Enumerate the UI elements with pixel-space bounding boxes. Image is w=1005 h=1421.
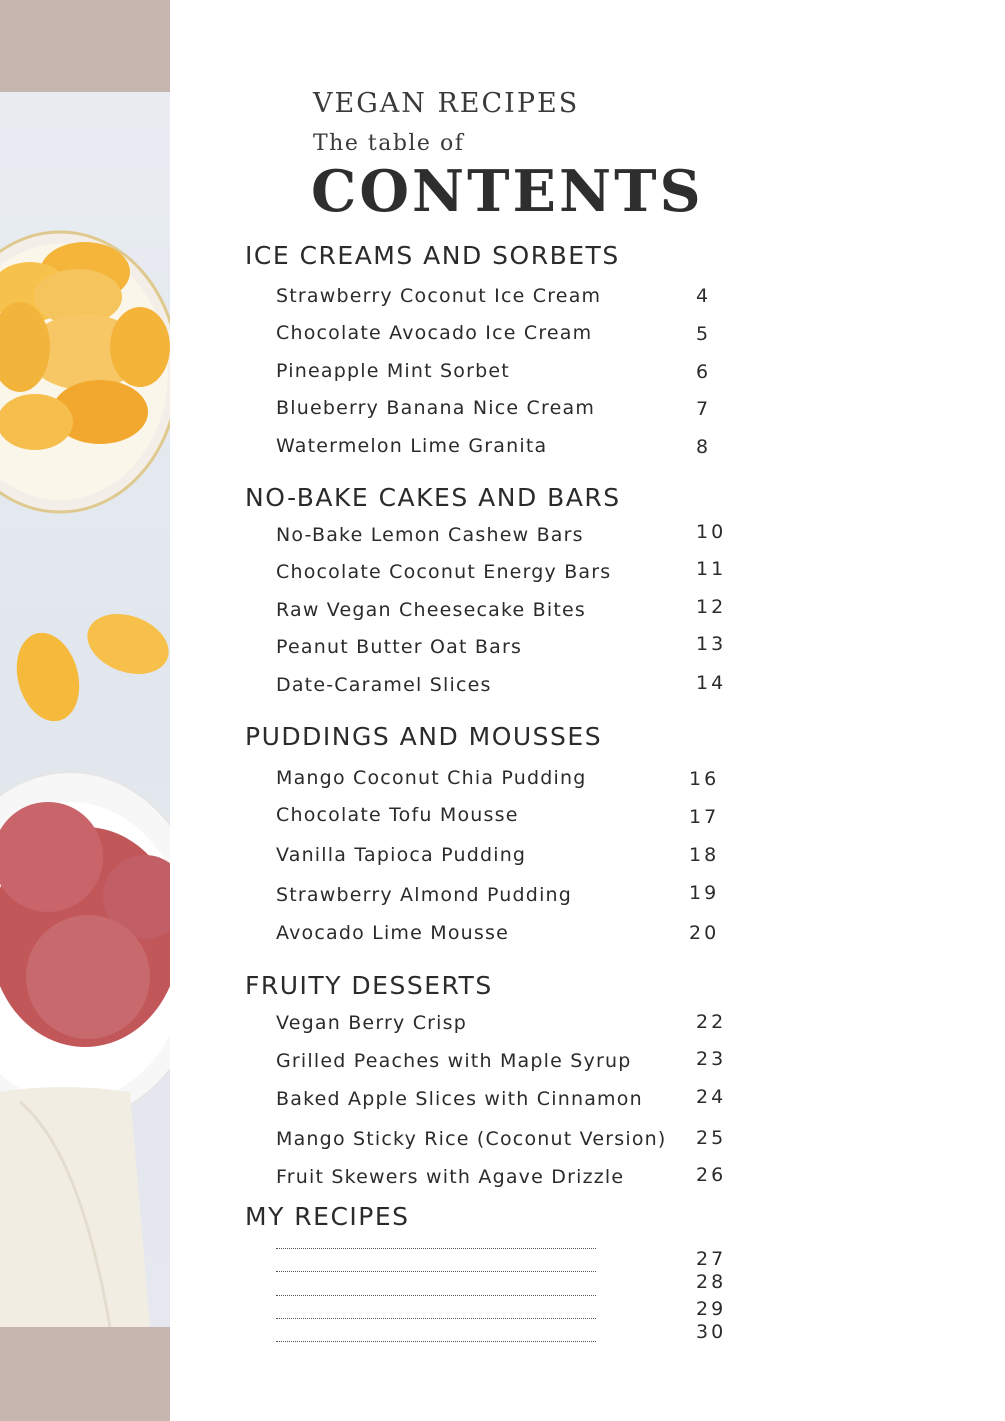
toc-item: No-Bake Lemon Cashew Bars — [276, 524, 584, 546]
toc-page-number: 26 — [696, 1164, 727, 1186]
toc-item: Chocolate Tofu Mousse — [276, 804, 519, 826]
toc-item: Chocolate Coconut Energy Bars — [276, 561, 612, 583]
toc-page-number: 19 — [689, 882, 720, 904]
toc-item: Strawberry Coconut Ice Cream — [276, 285, 602, 307]
toc-page-number: 30 — [696, 1321, 727, 1343]
toc-item: Grilled Peaches with Maple Syrup — [276, 1050, 632, 1072]
accent-band-top — [0, 0, 170, 92]
toc-page-number: 13 — [696, 633, 727, 655]
toc-page-number: 16 — [689, 768, 720, 790]
toc-item: Peanut Butter Oat Bars — [276, 636, 523, 658]
section-heading-ice-creams: ICE CREAMS AND SORBETS — [245, 241, 620, 270]
blank-recipe-line — [276, 1248, 596, 1249]
toc-item: Mango Sticky Rice (Coconut Version) — [276, 1128, 667, 1150]
toc-item: Fruit Skewers with Agave Drizzle — [276, 1166, 625, 1188]
toc-page-number: 18 — [689, 844, 720, 866]
dessert-photo — [0, 92, 170, 1327]
toc-page-number: 20 — [689, 922, 720, 944]
toc-page-number: 29 — [696, 1298, 727, 1320]
toc-page-number: 12 — [696, 596, 727, 618]
toc-item: Raw Vegan Cheesecake Bites — [276, 599, 586, 621]
toc-page-number: 24 — [696, 1086, 727, 1108]
toc-item: Watermelon Lime Granita — [276, 435, 548, 457]
toc-page-number: 22 — [696, 1011, 727, 1033]
blank-recipe-line — [276, 1295, 596, 1296]
page-subtitle: The table of — [313, 131, 465, 156]
toc-item: Pineapple Mint Sorbet — [276, 360, 510, 382]
toc-page-number: 10 — [696, 521, 727, 543]
toc-page-number: 25 — [696, 1127, 727, 1149]
toc-page-number: 23 — [696, 1048, 727, 1070]
brand-title: VEGAN RECIPES — [313, 88, 580, 119]
section-heading-puddings: PUDDINGS AND MOUSSES — [245, 722, 603, 751]
toc-item: Vegan Berry Crisp — [276, 1012, 468, 1034]
toc-page-number: 4 — [696, 285, 712, 307]
section-heading-fruity: FRUITY DESSERTS — [245, 971, 493, 1000]
toc-item: Strawberry Almond Pudding — [276, 884, 573, 906]
blank-recipe-line — [276, 1271, 596, 1272]
toc-item: Baked Apple Slices with Cinnamon — [276, 1088, 643, 1110]
toc-item: Date-Caramel Slices — [276, 674, 492, 696]
page-title: CONTENTS — [311, 158, 704, 225]
toc-item: Chocolate Avocado Ice Cream — [276, 322, 593, 344]
toc-page-number: 27 — [696, 1248, 727, 1270]
toc-page-number: 28 — [696, 1271, 727, 1293]
blank-recipe-line — [276, 1341, 596, 1342]
blank-recipe-line — [276, 1318, 596, 1319]
toc-page-number: 5 — [696, 323, 712, 345]
section-heading-no-bake: NO-BAKE CAKES AND BARS — [245, 483, 621, 512]
toc-page-number: 7 — [696, 398, 712, 420]
toc-item: Vanilla Tapioca Pudding — [276, 844, 527, 866]
toc-item: Blueberry Banana Nice Cream — [276, 397, 596, 419]
toc-item: Avocado Lime Mousse — [276, 922, 510, 944]
toc-page-number: 8 — [696, 436, 712, 458]
toc-page-number: 17 — [689, 806, 720, 828]
toc-page-number: 6 — [696, 361, 712, 383]
accent-band-bottom — [0, 1327, 170, 1421]
toc-page-number: 14 — [696, 672, 727, 694]
toc-item: Mango Coconut Chia Pudding — [276, 767, 587, 789]
toc-page-number: 11 — [696, 558, 727, 580]
section-heading-my-recipes: MY RECIPES — [245, 1202, 410, 1231]
